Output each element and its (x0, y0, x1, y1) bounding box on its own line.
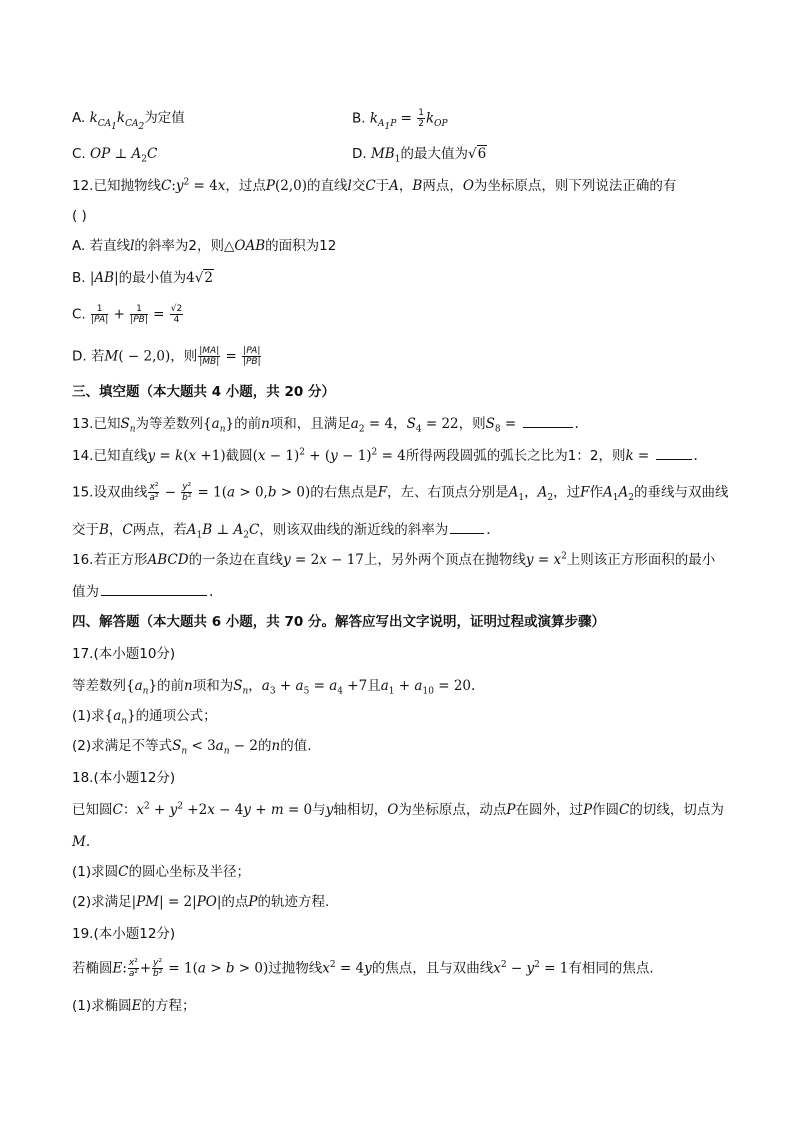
q11-option-b: B. $k_{A_1P}$ = $\frac{1}{2}$ $k_{OP}$ (352, 108, 448, 132)
q19-header: 19.(本小题12分) (72, 926, 176, 942)
q18-header: 18.(本小题12分) (72, 770, 176, 786)
section-3-title: 三、填空题（本大题共 4 小题，共 20 分） (72, 384, 335, 400)
q17-part-2: (2)求满足不等式$S_n < 3a_n - 2$的n的值. (72, 738, 312, 757)
q14-answer-blank (656, 446, 692, 460)
section-4-title: 四、解答题（本大题共 6 小题，共 70 分。解答应写出文字说明，证明过程或演算步骤） (72, 614, 605, 630)
q18-stem: 已知圆C：$x^2 + y^2 +2x - 4y + m = 0$与y轴相切，O为坐标原点，动点P在圆外，过P作圆C的切线，切点为 (72, 801, 724, 818)
q13-answer-blank (523, 414, 573, 428)
q14: 14.已知直线y = k(x +1)截圆$(x - 1)^2 + (y - 1)^2 = 4$所得两段圆弧的弧长之比为1：2，则k = . (72, 447, 698, 464)
q16-answer-blank (101, 582, 207, 596)
q15-answer-blank (450, 520, 484, 534)
q16-line1: 16.若正方形ABCD的一条边在直线y = 2x − 17上，另外两个顶点在抛物线$y = x^2$上则该正方形面积的最小 (72, 551, 716, 568)
q11-option-a: A. $k_{CA_1}k_{CA_2}$为定值 (72, 110, 185, 132)
q15-line1: 15.设双曲线 $\frac{\text{x²}}{\text{a²}}$ − $\frac{\text{y²}}{\text{b²}}$ = 1(a > 0,b > 0)的右焦点是F，左、右顶点分别是$A_1$，$A_2$，过F作$A_1A_2$的垂线与双曲线 (72, 482, 729, 504)
q12-stem: 12.已知抛物线$C:y^2 = 4x$，过点P(2,0)的直线l交C于A，B两点，O为坐标原点，则下列说法正确的有 (72, 177, 677, 194)
q12-option-d: D. 若M( − 2,0)，则 $\frac{|MA|}{|MB|}$ = $\frac{|PA|}{|PB|}$ (72, 346, 261, 367)
q19-stem: 若椭圆E: $\frac{\text{x²}}{\text{a²}}$ + $\frac{\text{y²}}{\text{b²}}$ = 1(a > b > 0)过抛物线$x^2 = 4y$的焦点，且与双曲线$x^2 - y^2 = 1$有相同的焦点. (72, 958, 654, 979)
q13: 13.已知$S_n$为等差数列$\{a_n\}$的前n项和，且满足$a_2 = 4$，$S_4 = 22$，则$S_8$ = . (72, 416, 579, 435)
q17-part-1: (1)求$\{a_n\}$的通项公式； (72, 708, 217, 727)
q17-stem: 等差数列$\{a_n\}$的前n项和为$S_n$，$a_3 + a_5 = a_4 +7$且$a_1 + a_{10} = 20$. (72, 678, 476, 697)
q18-part-1: (1)求圆C的圆心坐标及半径； (72, 864, 250, 880)
q12-option-b: B. |AB|的最小值为4√2 (72, 270, 213, 286)
q11-option-c: C. OP ⊥ $A_2C$ (72, 146, 158, 165)
q18-stem-cont: M. (72, 834, 91, 850)
q19-part-1: (1)求椭圆E的方程； (72, 998, 196, 1014)
q12-option-a: A. 若直线l的斜率为2，则△OAB的面积为12 (72, 238, 337, 254)
q11-option-d: D. $MB_1$的最大值为√6 (352, 146, 487, 165)
q12-answer-paren: ( ) (72, 208, 87, 224)
q15-line2: 交于B，C两点，若$A_1B$ ⊥ $A_2C$，则该双曲线的渐近线的斜率为 . (72, 522, 491, 541)
q16-line2: 值为 . (72, 584, 214, 600)
q17-header: 17.(本小题10分) (72, 646, 176, 662)
q12-option-c: C. $\frac{1}{|PA|}$ + $\frac{1}{|PB|}$ = $\frac{√2}{4}$ (72, 304, 183, 325)
q18-part-2: (2)求满足|PM| = 2|PO|的点P的轨迹方程. (72, 894, 330, 910)
